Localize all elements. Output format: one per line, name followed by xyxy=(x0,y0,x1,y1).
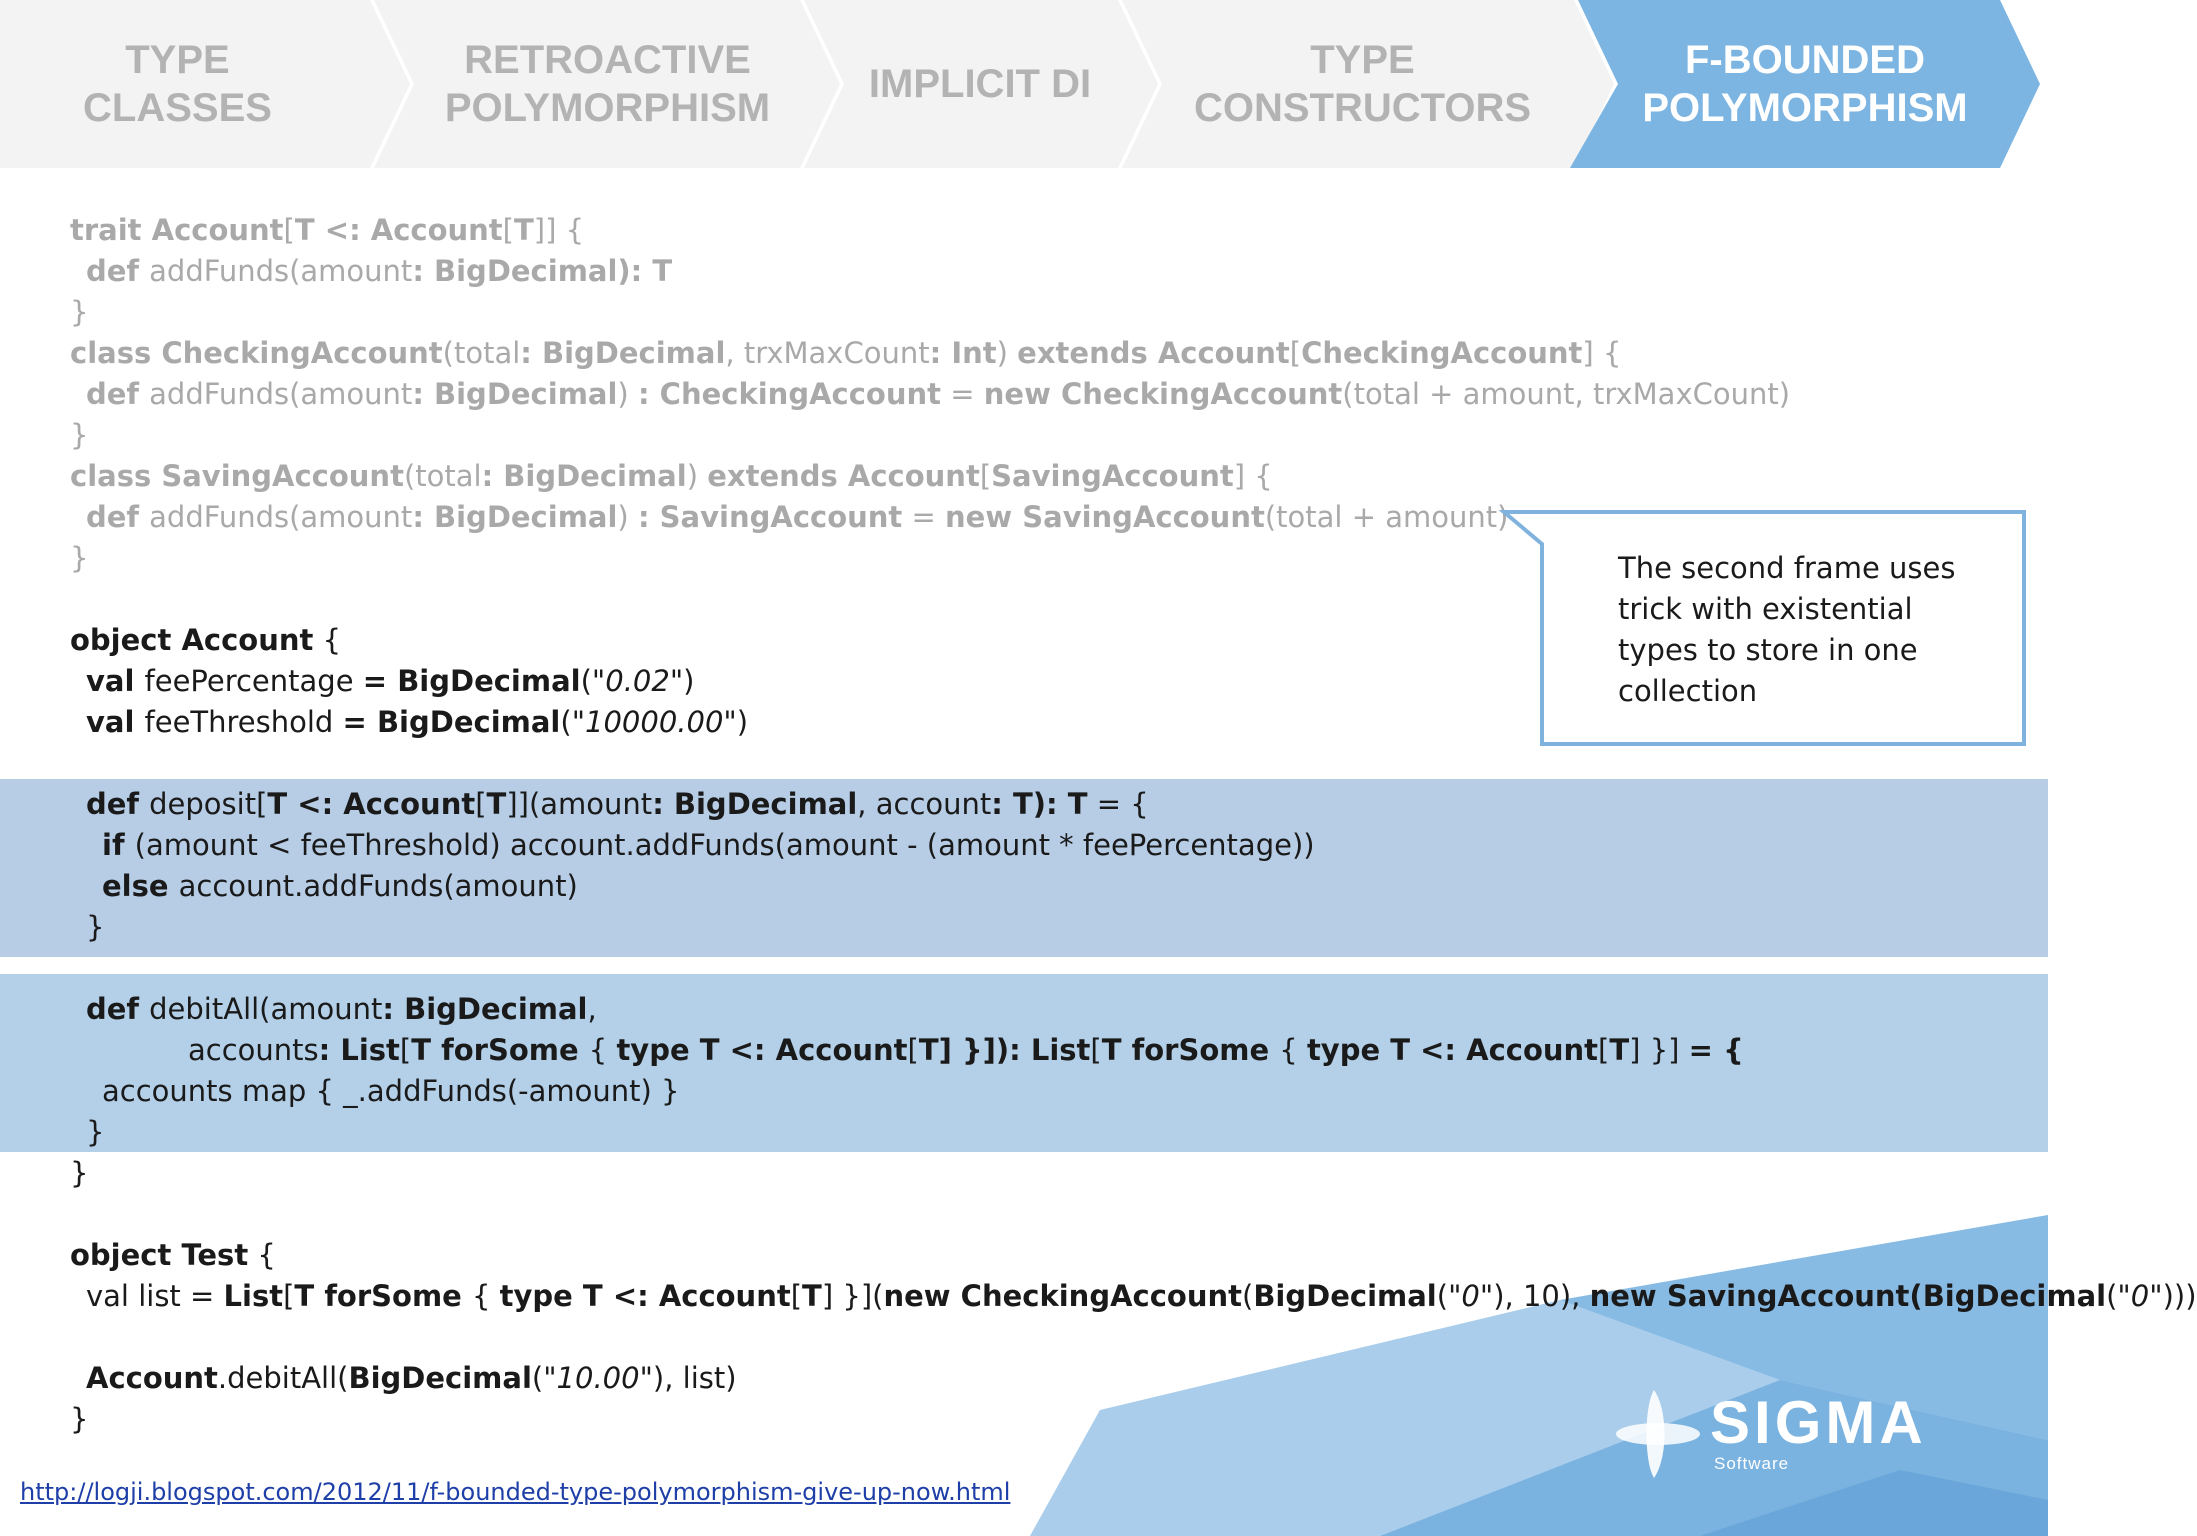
code-line-debit-all: def debitAll(amount: BigDecimal, xyxy=(86,992,597,1026)
code-line-brace: } xyxy=(70,541,89,575)
tab-f-bounded-polymorphism[interactable]: F-BOUNDED POLYMORPHISM xyxy=(1642,38,1968,130)
code-line-brace: } xyxy=(70,1402,89,1436)
logo-subtitle: Software xyxy=(1714,1454,1790,1473)
code-line-checking: class CheckingAccount(total: BigDecimal, trxMaxCount: Int) extends Account[CheckingAccount] { xyxy=(70,336,1622,370)
callout-note xyxy=(1500,508,2030,748)
tab-type-classes[interactable]: TYPE CLASSES xyxy=(83,38,272,130)
code-line-trait-def: def addFunds(amount: BigDecimal): T xyxy=(86,254,673,288)
code-line-brace: } xyxy=(70,418,89,452)
callout-text: The second frame uses trick with existential types to store in one collection xyxy=(1618,551,1956,708)
logo-word: SIGMA xyxy=(1710,1389,1927,1456)
code-line-brace: } xyxy=(86,1115,105,1149)
code-line-fee-percentage: val feePercentage = BigDecimal("0.02") xyxy=(86,664,695,698)
logo-mark-icon xyxy=(1610,1388,1710,1478)
code-line-brace: } xyxy=(70,295,89,329)
sigma-software-logo xyxy=(1610,1388,1927,1478)
code-line-test-debit: Account.debitAll(BigDecimal("10.00"), list) xyxy=(86,1361,737,1395)
code-line-deposit: def deposit[T <: Account[T]](amount: BigDecimal, account: T): T = { xyxy=(86,787,1149,821)
code-line-saving: class SavingAccount(total: BigDecimal) extends Account[SavingAccount] { xyxy=(70,459,1273,493)
code-line-object-account: object Account { xyxy=(70,623,342,657)
code-line-deposit-if: if (amount < feeThreshold) account.addFunds(amount - (amount * feePercentage)) xyxy=(102,828,1315,862)
code-line-brace: } xyxy=(70,1156,89,1190)
code-line-debit-accounts: accounts: List[T forSome { type T <: Account[T] }]): List[T forSome { type T <: Account[T] }] = { xyxy=(188,1033,1744,1067)
source-link[interactable]: http://logji.blogspot.com/2012/11/f-bounded-type-polymorphism-give-up-now.html xyxy=(20,1478,1011,1506)
code-line-fee-threshold: val feeThreshold = BigDecimal("10000.00") xyxy=(86,705,749,739)
code-line-object-test: object Test { xyxy=(70,1238,276,1272)
tab-type-constructors[interactable]: TYPE CONSTRUCTORS xyxy=(1193,38,1532,130)
code-line-brace: } xyxy=(86,910,105,944)
tab-retroactive-polymorphism[interactable]: RETROACTIVE POLYMORPHISM xyxy=(444,38,771,130)
code-line-test-list: val list = List[T forSome { type T <: Account[T] }](new CheckingAccount(BigDecimal("0"), 10), new SavingAccount(BigDecimal("0"))) xyxy=(86,1279,2197,1313)
code-line-saving-def: def addFunds(amount: BigDecimal) : SavingAccount = new SavingAccount(total + amount) xyxy=(86,500,1509,534)
code-line-trait: trait Account[T <: Account[T]] { xyxy=(70,213,585,247)
code-line-checking-def: def addFunds(amount: BigDecimal) : CheckingAccount = new CheckingAccount(total + amount, trxMaxCount) xyxy=(86,377,1791,411)
tab-implicit-di[interactable]: IMPLICIT DI xyxy=(868,62,1092,106)
code-line-debit-map: accounts map { _.addFunds(-amount) } xyxy=(102,1074,680,1108)
code-line-deposit-else: else account.addFunds(amount) xyxy=(102,869,578,903)
